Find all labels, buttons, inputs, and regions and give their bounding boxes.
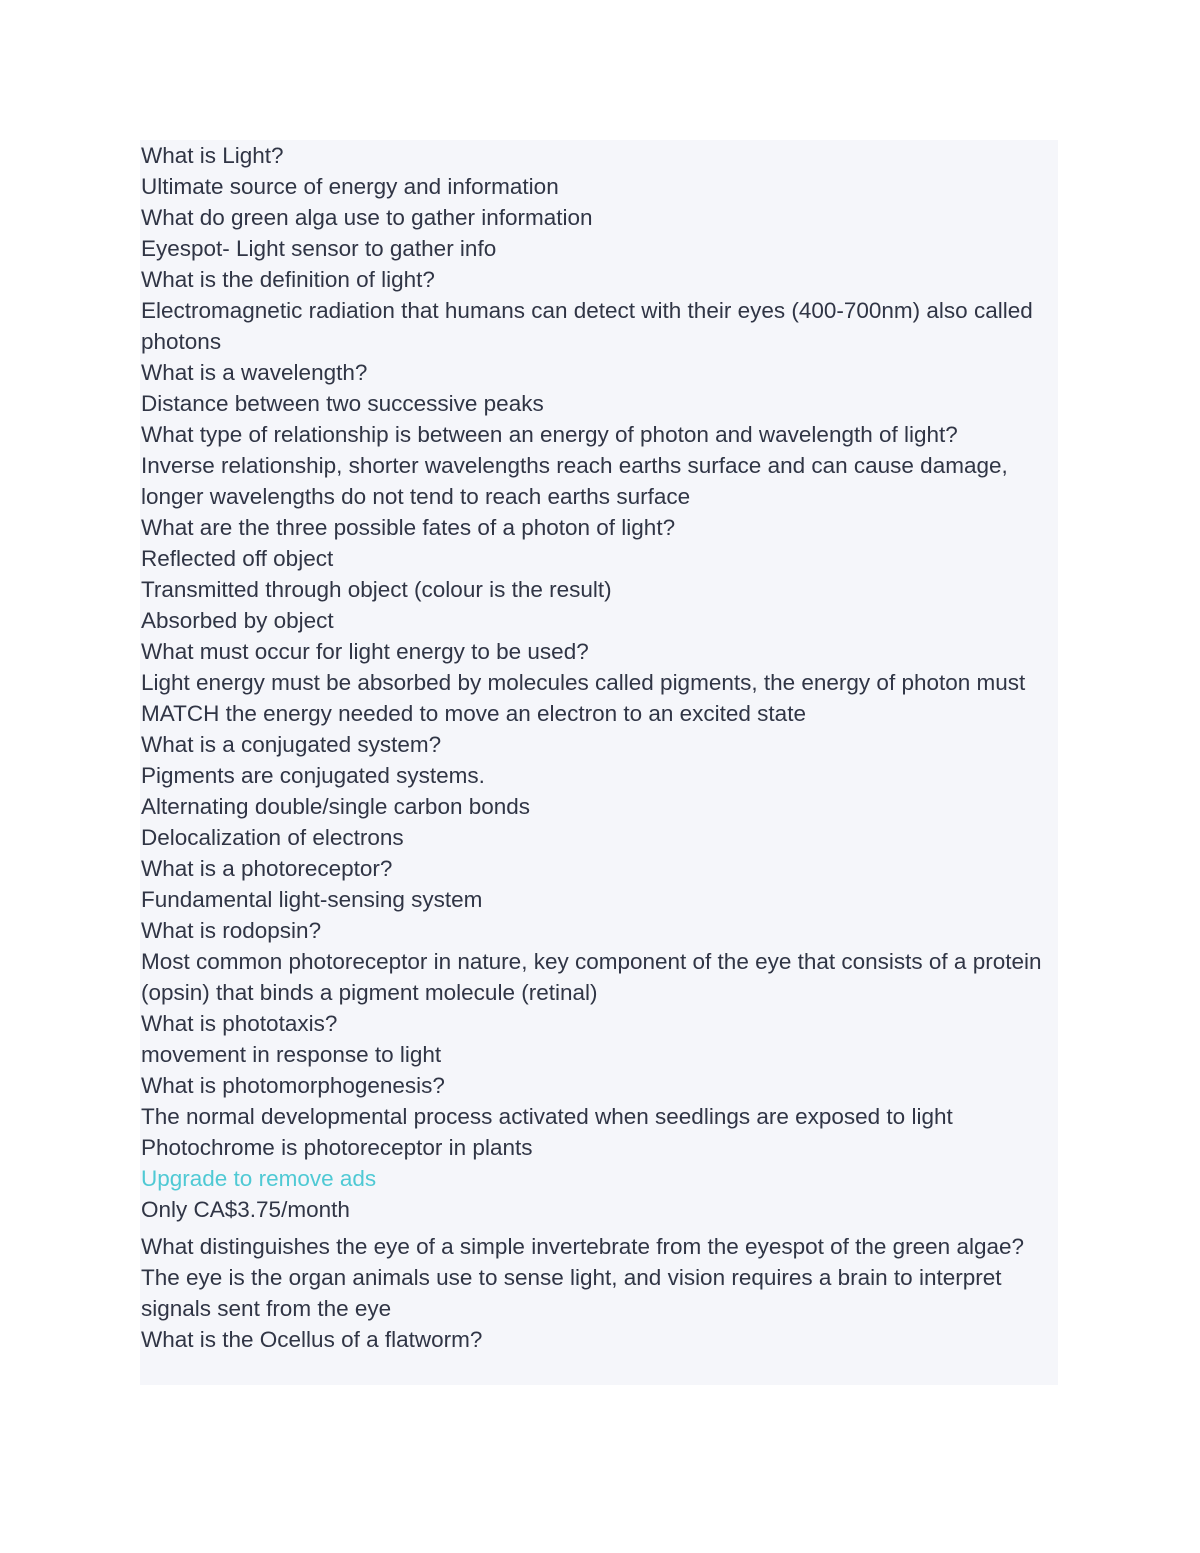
answer-line: Photochrome is photoreceptor in plants xyxy=(141,1135,533,1160)
answer-line: Transmitted through object (colour is the result) xyxy=(141,577,612,602)
answer-line: Inverse relationship, shorter wavelengths reach earths surface and can cause damage, longer wavelengths do not tend to reach earths surface xyxy=(141,453,1008,509)
question-line: What must occur for light energy to be used? xyxy=(141,639,589,664)
question-line: What is rodopsin? xyxy=(141,918,322,943)
content-panel xyxy=(140,140,1058,1385)
question-line: What is a wavelength? xyxy=(141,360,368,385)
answer-line: Most common photoreceptor in nature, key component of the eye that consists of a protein (opsin) that binds a pigment molecule (retinal) xyxy=(141,949,1042,1005)
answer-line: Delocalization of electrons xyxy=(141,825,404,850)
question-line: What is a photoreceptor? xyxy=(141,856,393,881)
answer-line: movement in response to light xyxy=(141,1042,442,1067)
answer-line: Reflected off object xyxy=(141,546,334,571)
question-line: What distinguishes the eye of a simple invertebrate from the eyespot of the green algae? xyxy=(141,1234,1025,1259)
answer-line: Light energy must be absorbed by molecules called pigments, the energy of photon must MATCH the energy needed to move an electron to an excited state xyxy=(141,670,1026,726)
question-line: What is Light? xyxy=(141,143,284,168)
question-line: What do green alga use to gather information xyxy=(141,205,593,230)
answer-line: Alternating double/single carbon bonds xyxy=(141,794,531,819)
question-line: What is photomorphogenesis? xyxy=(141,1073,445,1098)
answer-line: Eyespot- Light sensor to gather info xyxy=(141,236,497,261)
answer-line: Electromagnetic radiation that humans can detect with their eyes (400-700nm) also called photons xyxy=(141,298,1033,354)
answer-line: Ultimate source of energy and information xyxy=(141,174,559,199)
question-line: What is the Ocellus of a flatworm? xyxy=(141,1327,483,1352)
text-flow xyxy=(141,140,1053,1355)
answer-line: The eye is the organ animals use to sense light, and vision requires a brain to interpret signals sent from the eye xyxy=(141,1265,1002,1321)
question-line: What is a conjugated system? xyxy=(141,732,442,757)
question-line: What is the definition of light? xyxy=(141,267,435,292)
upgrade-link[interactable]: Upgrade to remove ads xyxy=(141,1166,377,1191)
answer-line: Absorbed by object xyxy=(141,608,334,633)
answer-line: Pigments are conjugated systems. xyxy=(141,763,485,788)
question-line: What is phototaxis? xyxy=(141,1011,338,1036)
price-text: Only CA$3.75/month xyxy=(141,1197,350,1222)
answer-line: The normal developmental process activated when seedlings are exposed to light xyxy=(141,1104,953,1129)
question-line: What type of relationship is between an energy of photon and wavelength of light? xyxy=(141,422,958,447)
question-line: What are the three possible fates of a photon of light? xyxy=(141,515,676,540)
answer-line: Fundamental light-sensing system xyxy=(141,887,483,912)
answer-line: Distance between two successive peaks xyxy=(141,391,544,416)
